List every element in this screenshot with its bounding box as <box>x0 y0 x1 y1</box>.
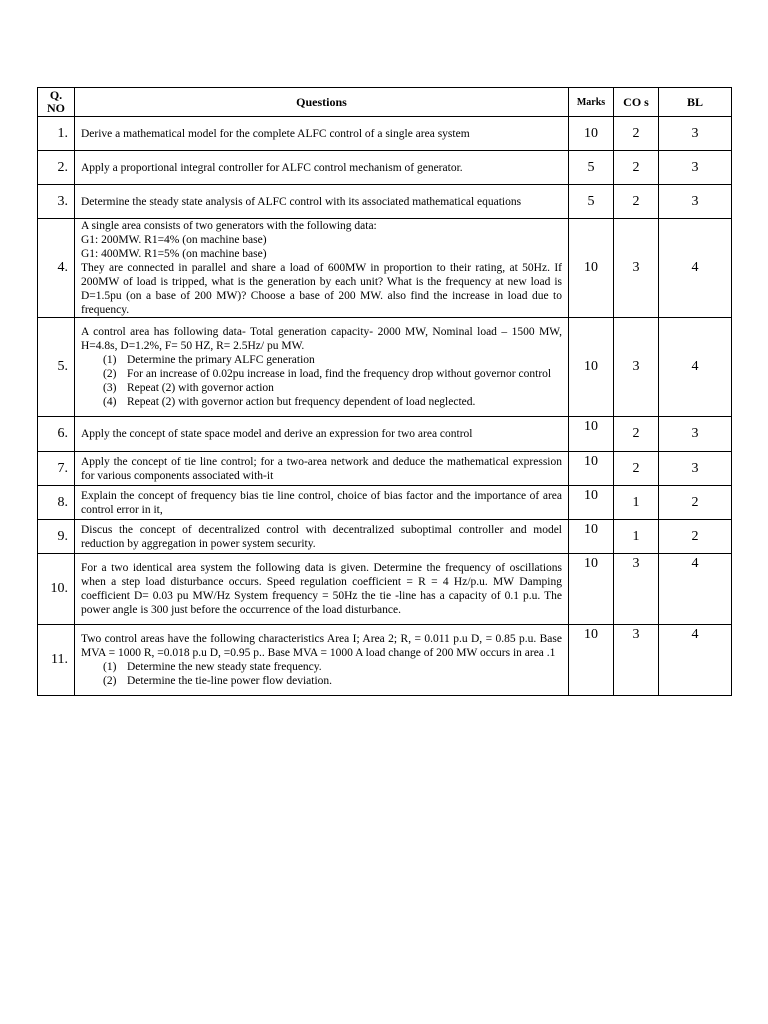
marks-value: 10 <box>569 520 614 554</box>
bl-value: 2 <box>659 486 732 520</box>
marks-value: 10 <box>569 417 614 452</box>
question-number: 2. <box>38 151 75 185</box>
marks-value: 10 <box>569 554 614 625</box>
sub-question <box>103 353 562 367</box>
header-qno: Q. NO <box>38 88 75 117</box>
table-row <box>38 520 732 554</box>
sub-question-text: Repeat (2) with governor action <box>127 382 274 394</box>
marks-value: 10 <box>569 452 614 486</box>
question-text <box>75 151 569 185</box>
sub-question-list <box>81 660 562 688</box>
co-value: 1 <box>614 486 659 520</box>
co-value: 2 <box>614 151 659 185</box>
sub-question-number: (3) <box>103 382 117 394</box>
question-text <box>75 486 569 520</box>
bl-value: 3 <box>659 151 732 185</box>
question-line: Discus the concept of decentralized control with decentralized suboptimal controller and model reduction by aggregation in power system security. <box>81 523 562 550</box>
question-line: G1: 400MW. R1=5% (on machine base) <box>81 248 267 260</box>
question-number: 3. <box>38 185 75 219</box>
header-bl: BL <box>659 88 732 117</box>
question-number: 11. <box>38 625 75 696</box>
marks-value: 10 <box>569 486 614 520</box>
question-text <box>75 417 569 452</box>
sub-question-number: (2) <box>103 675 117 687</box>
question-text <box>75 554 569 625</box>
bl-value: 2 <box>659 520 732 554</box>
question-line: Determine the steady state analysis of ALFC control with its associated mathematical equations <box>81 195 522 208</box>
question-line: Apply the concept of state space model and derive an expression for two area control <box>81 428 473 440</box>
question-number: 7. <box>38 452 75 486</box>
sub-question <box>103 674 562 688</box>
bl-value: 4 <box>659 554 732 625</box>
question-line: Derive a mathematical model for the complete ALFC control of a single area system <box>81 127 470 140</box>
question-line: Two control areas have the following characteristics Area I; Area 2; R, = 0.011 p.u D, = 0.85 p.u. Base MVA = 1000 R, =0.018 p.u D, =0.95 p.. Base MVA = 1000 A load change of 200 MW occurs in area .1 <box>81 633 562 659</box>
table-row <box>38 151 732 185</box>
marks-value: 10 <box>569 219 614 318</box>
sub-question-list <box>81 353 562 409</box>
question-line: Apply the concept of tie line control; for a two-area network and deduce the mathematical expression for various components associated with-it <box>81 455 562 482</box>
co-value: 3 <box>614 554 659 625</box>
question-number: 9. <box>38 520 75 554</box>
marks-value: 10 <box>569 117 614 151</box>
sub-question-text: Determine the tie-line power flow deviation. <box>127 675 333 687</box>
question-table <box>37 87 732 696</box>
sub-question-number: (1) <box>103 661 117 673</box>
sub-question <box>103 367 562 381</box>
question-line: They are connected in parallel and share a load of 600MW in proportion to their rating, at 50Hz. If 200MW of load is tripped, what is the generation by each unit? What is the frequency at new load is D=1.5pu (on a base of 200 MW)? Choose a base of 200 MW. also find the increase in load due to frequency. <box>81 262 562 316</box>
co-value: 3 <box>614 625 659 696</box>
bl-value: 4 <box>659 625 732 696</box>
question-line: G1: 200MW. R1=4% (on machine base) <box>81 234 267 246</box>
question-line: Apply a proportional integral controller for ALFC control mechanism of generator. <box>81 161 463 174</box>
question-text <box>75 452 569 486</box>
question-number: 1. <box>38 117 75 151</box>
question-number: 10. <box>38 554 75 625</box>
header-marks: Marks <box>569 88 614 117</box>
table-row <box>38 219 732 318</box>
sub-question <box>103 660 562 674</box>
bl-value: 3 <box>659 185 732 219</box>
question-text <box>75 520 569 554</box>
marks-value: 10 <box>569 318 614 417</box>
table-row <box>38 185 732 219</box>
table-row <box>38 452 732 486</box>
bl-value: 3 <box>659 117 732 151</box>
co-value: 2 <box>614 117 659 151</box>
question-line: For a two identical area system the following data is given. Determine the frequency of oscillations when a step load disturbance occurs. Speed regulation coefficient = R = 4 Hz/p.u. MW Damping coefficient D= 0.03 pu MW/Hz System frequency = 50Hz the tie -line has a capacity of 0.1 p.u. The power angle is 300 just before the occurrence of the load disturbance. <box>81 562 562 616</box>
co-value: 2 <box>614 185 659 219</box>
co-value: 3 <box>614 318 659 417</box>
sub-question-text: Determine the new steady state frequency. <box>127 661 322 673</box>
question-line: Explain the concept of frequency bias tie line control, choice of bias factor and the importance of area control error in it, <box>81 489 562 516</box>
question-rows <box>38 117 732 696</box>
sub-question <box>103 395 562 409</box>
table-row <box>38 554 732 625</box>
marks-value: 5 <box>569 185 614 219</box>
marks-value: 10 <box>569 625 614 696</box>
header-row <box>38 88 732 117</box>
question-text <box>75 117 569 151</box>
question-text <box>75 185 569 219</box>
sub-question-text: Repeat (2) with governor action but frequency dependent of load neglected. <box>127 396 476 408</box>
question-text <box>75 625 569 696</box>
sub-question-text: For an increase of 0.02pu increase in load, find the frequency drop without governor control <box>127 368 552 380</box>
question-line: A control area has following data- Total generation capacity- 2000 MW, Nominal load – 1500 MW, H=4.8s, D=1.2%, F= 50 HZ, R= 2.5Hz/ pu MW. <box>81 326 562 352</box>
sub-question-number: (1) <box>103 354 117 366</box>
table-row <box>38 486 732 520</box>
question-text <box>75 318 569 417</box>
bl-value: 3 <box>659 452 732 486</box>
sub-question-text: Determine the primary ALFC generation <box>127 354 315 366</box>
question-text <box>75 219 569 318</box>
table-row <box>38 318 732 417</box>
co-value: 3 <box>614 219 659 318</box>
table-row <box>38 117 732 151</box>
co-value: 1 <box>614 520 659 554</box>
bl-value: 4 <box>659 318 732 417</box>
bl-value: 4 <box>659 219 732 318</box>
marks-value: 5 <box>569 151 614 185</box>
header-cos: CO s <box>614 88 659 117</box>
question-number: 6. <box>38 417 75 452</box>
question-number: 4. <box>38 219 75 318</box>
sub-question <box>103 381 562 395</box>
sub-question-number: (2) <box>103 368 117 380</box>
question-line: A single area consists of two generators with the following data: <box>81 220 377 232</box>
question-number: 5. <box>38 318 75 417</box>
header-questions: Questions <box>75 88 569 117</box>
table-row <box>38 625 732 696</box>
question-number: 8. <box>38 486 75 520</box>
bl-value: 3 <box>659 417 732 452</box>
table-row <box>38 417 732 452</box>
co-value: 2 <box>614 452 659 486</box>
sub-question-number: (4) <box>103 396 117 408</box>
co-value: 2 <box>614 417 659 452</box>
